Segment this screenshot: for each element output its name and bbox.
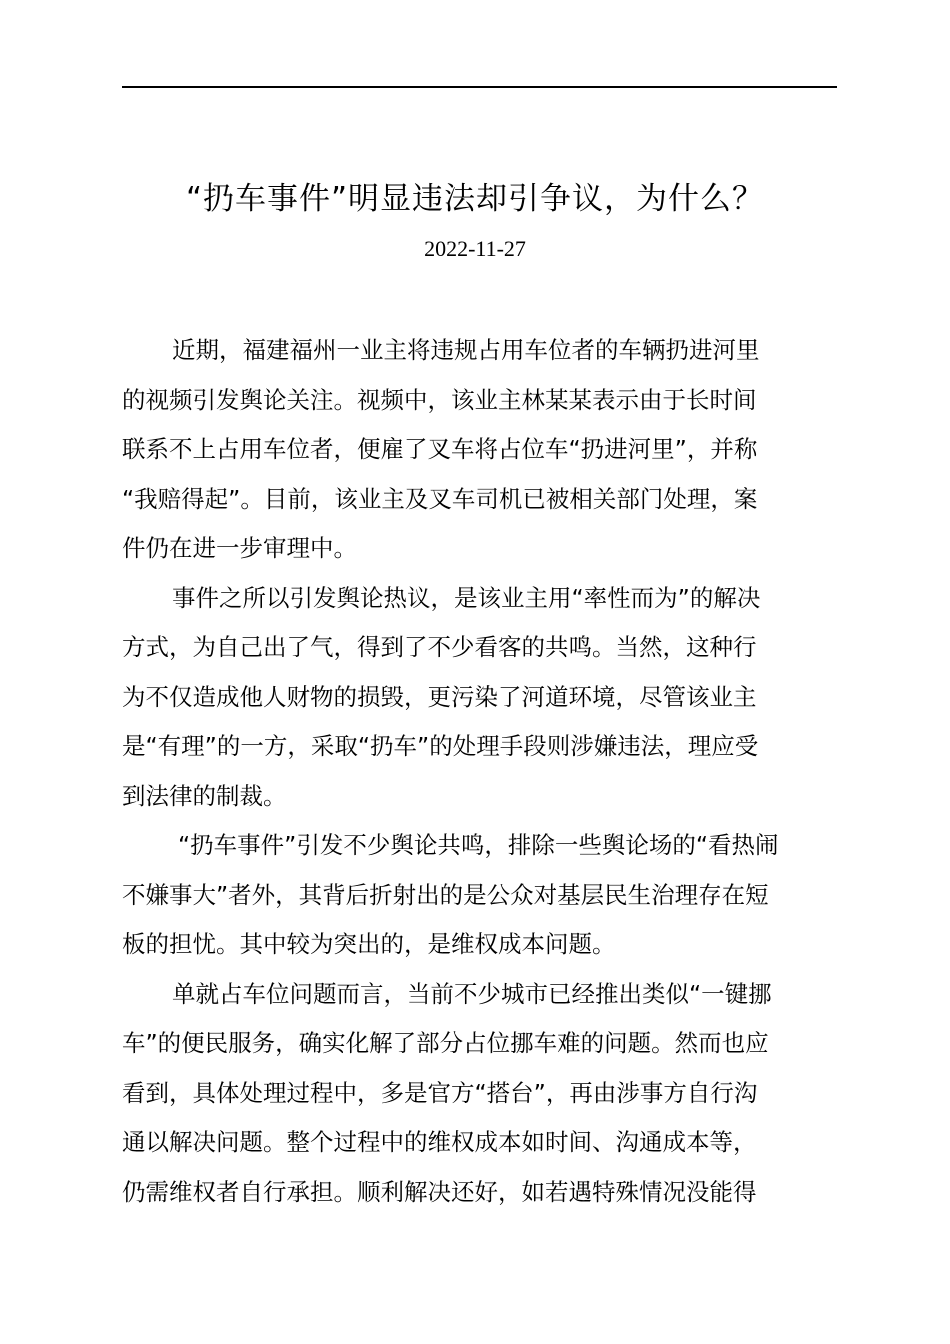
paragraph-1 xyxy=(122,326,834,574)
text-line: 不嫌事大”者外，其背后折射出的是公众对基层民生治理存在短 xyxy=(122,880,769,909)
text-line: 件仍在进一步审理中。 xyxy=(122,534,357,562)
text-line: “扔车事件”引发不少舆论共鸣，排除一些舆论场的“看热闹 xyxy=(178,831,779,859)
text-line: 联系不上占用车位者，便雇了叉车将占位车“扔进河里”，并称 xyxy=(122,435,758,463)
paragraph-3 xyxy=(122,821,834,970)
text-line: 仍需维权者自行承担。顺利解决还好，如若遇特殊情况没能得 xyxy=(122,1177,757,1206)
paragraph-2 xyxy=(122,574,834,822)
text-line: 为不仅造成他人财物的损毁，更污染了河道环境，尽管该业主 xyxy=(122,682,757,711)
text-line: “我赔得起”。目前，该业主及叉车司机已被相关部门处理，案 xyxy=(122,484,758,513)
header-rule xyxy=(122,86,837,88)
text-line: 方式，为自己出了气，得到了不少看客的共鸣。当然，这种行 xyxy=(122,633,757,661)
text-line: 的视频引发舆论关注。视频中，该业主林某某表示由于长时间 xyxy=(122,385,757,414)
text-line: 到法律的制裁。 xyxy=(122,781,287,810)
text-line: 车”的便民服务，确实化解了部分占位挪车难的问题。然而也应 xyxy=(122,1029,769,1057)
paragraph-4 xyxy=(122,970,834,1218)
text-line: 是“有理”的一方，采取“扔车”的处理手段则涉嫌违法，理应受 xyxy=(122,732,759,760)
text-line: 近期，福建福州一业主将违规占用车位者的车辆扔进河里 xyxy=(172,336,760,364)
text-line: 看到，具体处理过程中，多是官方“搭台”，再由涉事方自行沟 xyxy=(122,1078,758,1107)
text-line: 事件之所以引发舆论热议，是该业主用“率性而为”的解决 xyxy=(172,583,761,612)
text-line: 单就占车位问题而言，当前不少城市已经推出类似“一键挪 xyxy=(172,979,772,1008)
text-line: 通以解决问题。整个过程中的维权成本如时间、沟通成本等， xyxy=(122,1128,757,1156)
article-body xyxy=(122,326,834,1217)
article-date: 2022-11-27 xyxy=(424,236,526,261)
article-title: “扔车事件”明显违法却引争议，为什么？ xyxy=(185,181,765,217)
text-line: 板的担忧。其中较为突出的，是维权成本问题。 xyxy=(122,930,616,958)
